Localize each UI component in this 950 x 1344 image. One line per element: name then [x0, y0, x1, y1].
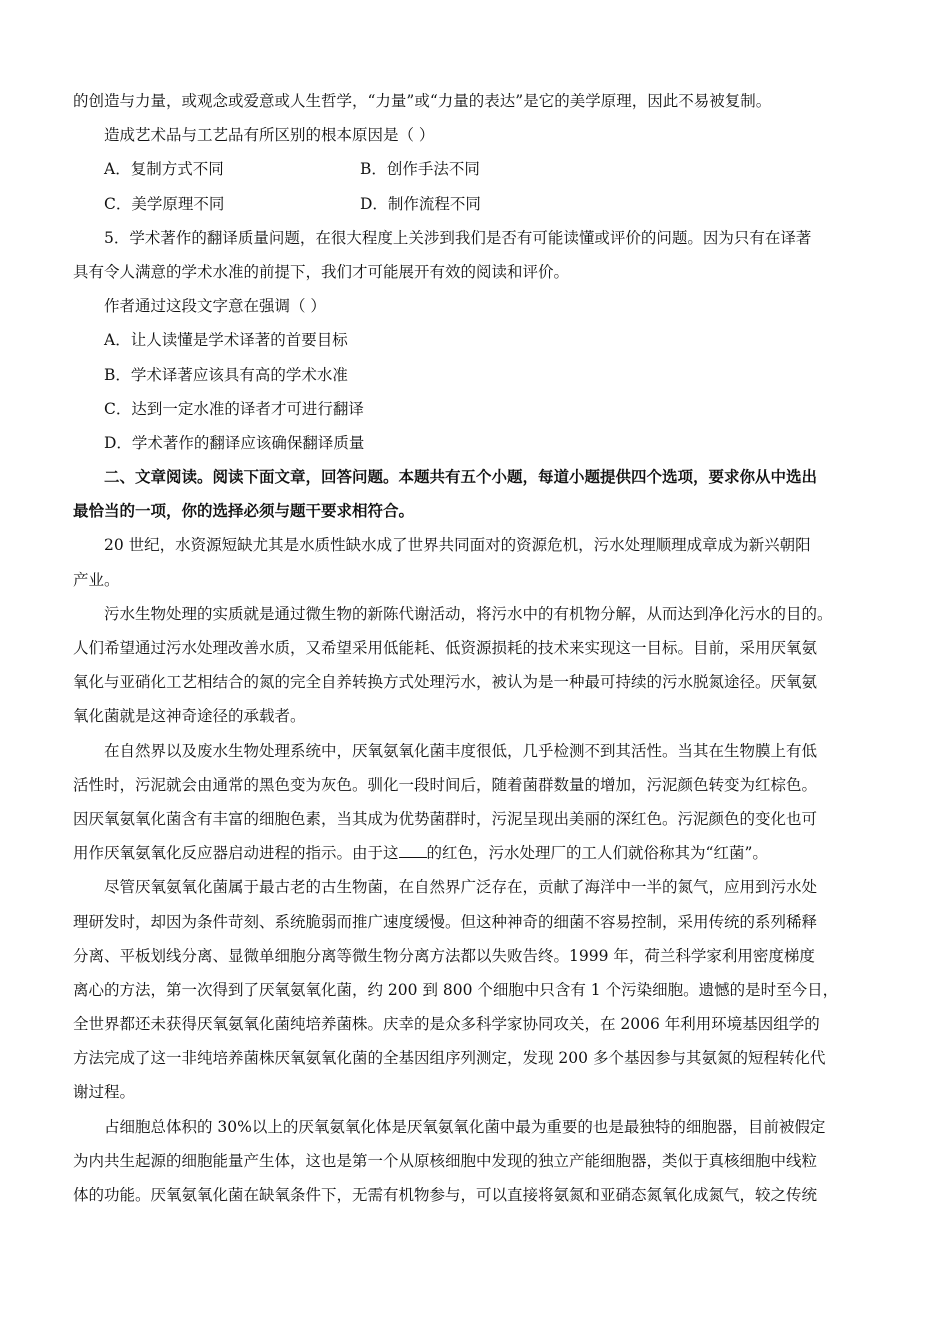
- paragraph-4-line-6: 方法完成了这一非纯培养菌株厌氧氨氧化菌的全基因组序列测定，发现 200 多个基因参与其氨氮的短程转化代: [73, 1049, 826, 1068]
- section-2-heading-line-2: 最恰当的一项，你的选择必须与题干要求相符合。: [73, 501, 415, 521]
- document-page: [73, 84, 881, 1212]
- paragraph-3-line-1: 在自然界以及废水生物处理系统中，厌氧氨氧化菌丰度很低，几乎检测不到其活性。当其在生物膜上有低: [104, 741, 818, 760]
- option-d: D．学术著作的翻译应该确保翻译质量: [104, 433, 365, 452]
- paragraph-5-line-2: 为内共生起源的细胞能量产生体，这也是第一个从原核细胞中发现的独立产能细胞器，类似于真核细胞中线粒: [73, 1151, 818, 1170]
- option-d: D．制作流程不同: [360, 194, 481, 213]
- question-4-options-row-2: [73, 187, 881, 221]
- paragraph-2-line-4: 氧化菌就是这神奇途径的承载者。: [73, 707, 306, 726]
- paragraph-1-line-1: 20 世纪，水资源短缺尤其是水质性缺水成了世界共同面对的资源危机，污水处理顺理成章成为新兴朝阳: [104, 536, 811, 555]
- section-2-heading-line-1: 二、文章阅读。阅读下面文章，回答问题。本题共有五个小题，每道小题提供四个选项，要求你从中选出: [104, 467, 818, 487]
- paragraph-2-line-2: 人们希望通过污水处理改善水质，又希望采用低能耗、低资源损耗的技术来实现这一目标。目前，采用厌氧氨: [73, 639, 818, 657]
- option-c: C．美学原理不同: [104, 194, 225, 213]
- paragraph-4-line-3: 分离、平板划线分离、显微单细胞分离等微生物分离方法都以失败告终。1999 年，荷兰科学家利用密度梯度: [73, 946, 815, 965]
- paragraph-4-line-4: 离心的方法，第一次得到了厌氧氨氧化菌，约 200 到 800 个细胞中只含有 1 个污染细胞。遗憾的是时至今日，: [73, 980, 839, 999]
- paragraph-4-line-5: 全世界都还未获得厌氧氨氧化菌纯培养菌株。庆幸的是众多科学家协同攻关，在 2006 年利用环境基因组学的: [73, 1015, 820, 1034]
- question-4-stem: 造成艺术品与工艺品有所区别的根本原因是（ ）: [104, 126, 435, 145]
- paragraph-2-line-3: 氧化与亚硝化工艺相结合的氮的完全自养转换方式处理污水，被认为是一种最可持续的污水脱氮途径。厌氧氨: [73, 673, 818, 692]
- option-b: B．创作手法不同: [360, 160, 480, 179]
- paragraph-3-line-4: [73, 836, 881, 870]
- question-5-stem: 作者通过这段文字意在强调（ ）: [104, 297, 326, 316]
- text-segment: 的红色，污水处理厂的工人们就俗称其为“红菌”。: [426, 844, 768, 863]
- option-b: B．学术译著应该具有高的学术水准: [104, 365, 348, 384]
- fill-in-blank: [399, 841, 427, 858]
- option-a: A．复制方式不同: [104, 160, 224, 179]
- option-a: A．让人读懂是学术译著的首要目标: [104, 331, 348, 350]
- paragraph-4-line-7: 谢过程。: [73, 1083, 136, 1102]
- paragraph-1-line-2: 产业。: [73, 570, 120, 589]
- text-line: 的创造与力量，或观念或爱意或人生哲学，“力量”或“力量的表达”是它的美学原理，因此不易被复制。: [73, 92, 772, 110]
- paragraph-2-line-1: 污水生物处理的实质就是通过微生物的新陈代谢活动，将污水中的有机物分解，从而达到净化污水的目的。: [104, 604, 833, 623]
- paragraph-4-line-2: 理研发时，却因为条件苛刻、系统脆弱而推广速度缓慢。但这种神奇的细菌不容易控制，采用传统的系列稀释: [73, 912, 818, 931]
- text-segment: 用作厌氧氨氧化反应器启动进程的指示。由于这: [73, 844, 399, 863]
- paragraph-5-line-3: 体的功能。厌氧氨氧化菌在缺氧条件下，无需有机物参与，可以直接将氨氮和亚硝态氮氧化成氮气，较之传统: [73, 1186, 818, 1204]
- paragraph-3-line-2: 活性时，污泥就会由通常的黑色变为灰色。驯化一段时间后，随着菌群数量的增加，污泥颜色转变为红棕色。: [73, 775, 818, 794]
- question-4-options-row-1: [73, 152, 881, 186]
- paragraph-4-line-1: 尽管厌氧氨氧化菌属于最古老的古生物菌，在自然界广泛存在，贡献了海洋中一半的氮气，应用到污水处: [104, 878, 818, 897]
- option-c: C．达到一定水准的译者才可进行翻译: [104, 399, 364, 418]
- paragraph-3-line-3: 因厌氧氨氧化菌含有丰富的细胞色素，当其成为优势菌群时，污泥呈现出美丽的深红色。污泥颜色的变化也可: [73, 809, 818, 828]
- paragraph-5-line-1: 占细胞总体积的 30%以上的厌氧氨氧化体是厌氧氨氧化菌中最为重要的也是最独特的细胞器，目前被假定: [104, 1117, 826, 1136]
- question-5-line-1: 5．学术著作的翻译质量问题，在很大程度上关涉到我们是否有可能读懂或评价的问题。因为只有在译著: [104, 228, 812, 247]
- question-5-line-2: 具有令人满意的学术水准的前提下，我们才可能展开有效的阅读和评价。: [73, 262, 570, 281]
